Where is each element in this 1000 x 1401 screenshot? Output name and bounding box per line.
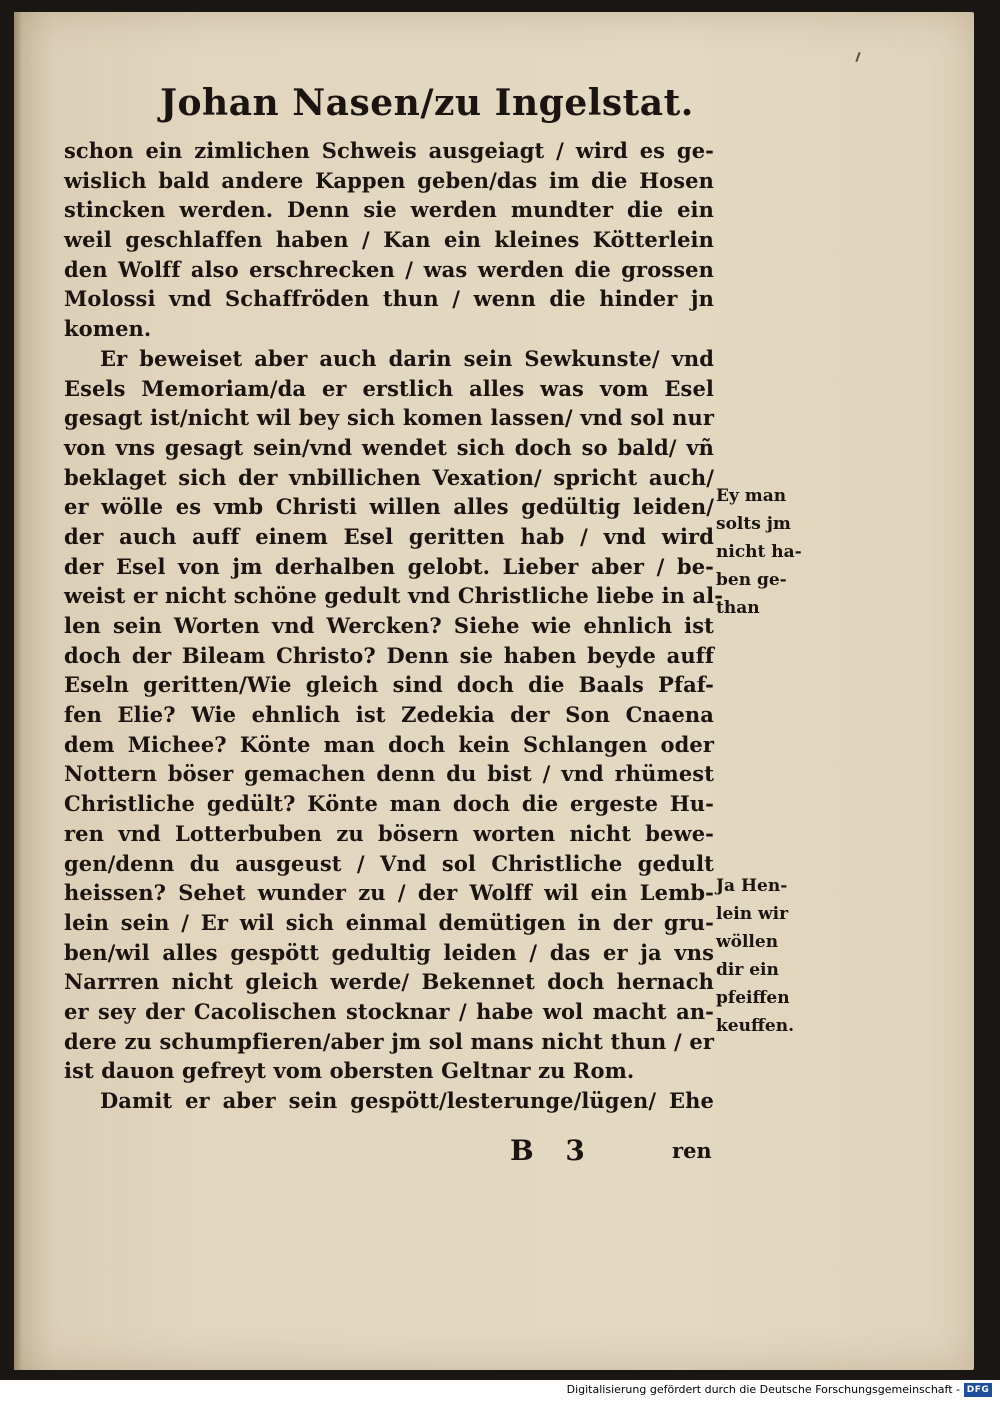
text-line: schon ein zimlichen Schweis ausgeiagt / wird es ge- [64, 138, 714, 163]
text-line: Christliche gedült? Könte man doch die ergeste Hu- [64, 791, 714, 817]
text-line: len sein Worten vnd Wercken? Siehe wie ehnlich ist [64, 613, 714, 638]
text-line: Damit er aber sein gespött/lesterunge/lügen/ Ehe [100, 1088, 714, 1113]
text-line: Narrren nicht gleich werde/ Bekennet doch hernach [64, 969, 714, 995]
text-line: der auch auff einem Esel geritten hab / vnd wird [64, 523, 714, 549]
text-line: heissen? Sehet wunder zu / der Wolff wil ein Lemb- [64, 880, 714, 906]
dfg-logo: DFG [964, 1383, 992, 1397]
marginal-line: nicht ha- [716, 542, 802, 562]
marginal-line: lein wir [716, 904, 789, 924]
running-title: Johan Nasen/zu Ingelstat. [160, 82, 694, 124]
marginal-line: than [716, 598, 760, 618]
text-line: doch der Bileam Christo? Denn sie haben beyde auff [64, 642, 714, 668]
text-line: er sey der Cacolischen stocknar / habe wol macht an- [64, 998, 714, 1024]
text-line: ren vnd Lotterbuben zu bösern worten nicht bewe- [64, 820, 714, 846]
text-line: Er beweiset aber auch darin sein Sewkunste/ vnd [100, 345, 714, 371]
text-line: ist dauon gefreyt vom obersten Geltnar zu Rom. [64, 1058, 635, 1084]
marginal-line: keuffen. [716, 1016, 795, 1036]
text-line: stincken werden. Denn sie werden mundter die ein [64, 197, 714, 223]
text-line: lein sein / Er wil sich einmal demütigen in der gru- [64, 909, 714, 935]
catchword: ren [672, 1138, 712, 1163]
text-line: dere zu schumpfieren/aber jm sol mans nicht thun / er [64, 1028, 714, 1054]
marginal-line: wöllen [716, 932, 779, 952]
page-gutter-shadow [14, 12, 22, 1370]
marginal-line: Ey man [716, 486, 787, 506]
marginal-note-2 [716, 872, 826, 1040]
text-line: weil geschlaffen haben / Kan ein kleines Kötterlein [64, 227, 714, 253]
text-line: dem Michee? Könte man doch kein Schlangen oder [64, 731, 714, 757]
text-line: Eseln geritten/Wie gleich sind doch die Baals Pfaf- [64, 672, 714, 698]
text-line: beklaget sich der vnbillichen Vexation/ spricht auch/ [64, 464, 714, 490]
text-line: komen. [64, 316, 152, 342]
text-line: weist er nicht schöne gedult vnd Christliche liebe in al- [64, 583, 724, 609]
text-line: der Esel von jm derhalben gelobt. Lieber aber / be- [64, 553, 714, 579]
marginal-line: ben ge- [716, 570, 787, 590]
text-line: Nottern böser gemachen denn du bist / vnd rhümest [64, 761, 714, 787]
marginal-line: solts jm [716, 514, 791, 534]
text-line: fen Elie? Wie ehnlich ist Zedekia der Son Cnaena [64, 702, 714, 728]
text-line: Molossi vnd Schaffröden thun / wenn die hinder jn [64, 286, 714, 312]
text-line: von vns gesagt sein/vnd wendet sich doch so bald/ vñ [64, 434, 714, 460]
text-line: gen/denn du ausgeust / Vnd sol Christliche gedult [64, 850, 714, 876]
marginal-line: pfeiffen [716, 988, 790, 1008]
signature-mark: B 3 [510, 1134, 585, 1167]
text-line: den Wolff also erschrecken / was werden die grossen [64, 256, 714, 282]
text-line: wislich bald andere Kappen geben/das im die Hosen [64, 167, 714, 193]
marginal-line: Ja Hen- [716, 876, 788, 896]
text-line: ben/wil alles gespött gedultig leiden / das er ja vns [64, 939, 714, 965]
text-line: Esels Memoriam/da er erstlich alles was vom Esel [64, 375, 714, 401]
marginal-note-1 [716, 482, 826, 622]
main-text-block [64, 136, 724, 1116]
text-line: gesagt ist/nicht wil bey sich komen lassen/ vnd sol nur [64, 405, 714, 431]
funding-credit: Digitalisierung gefördert durch die Deutsche Forschungsgemeinschaft - [566, 1383, 960, 1396]
marginal-line: dir ein [716, 960, 779, 980]
text-line: er wölle es vmb Christi willen alles gedültig leiden/ [64, 494, 714, 520]
